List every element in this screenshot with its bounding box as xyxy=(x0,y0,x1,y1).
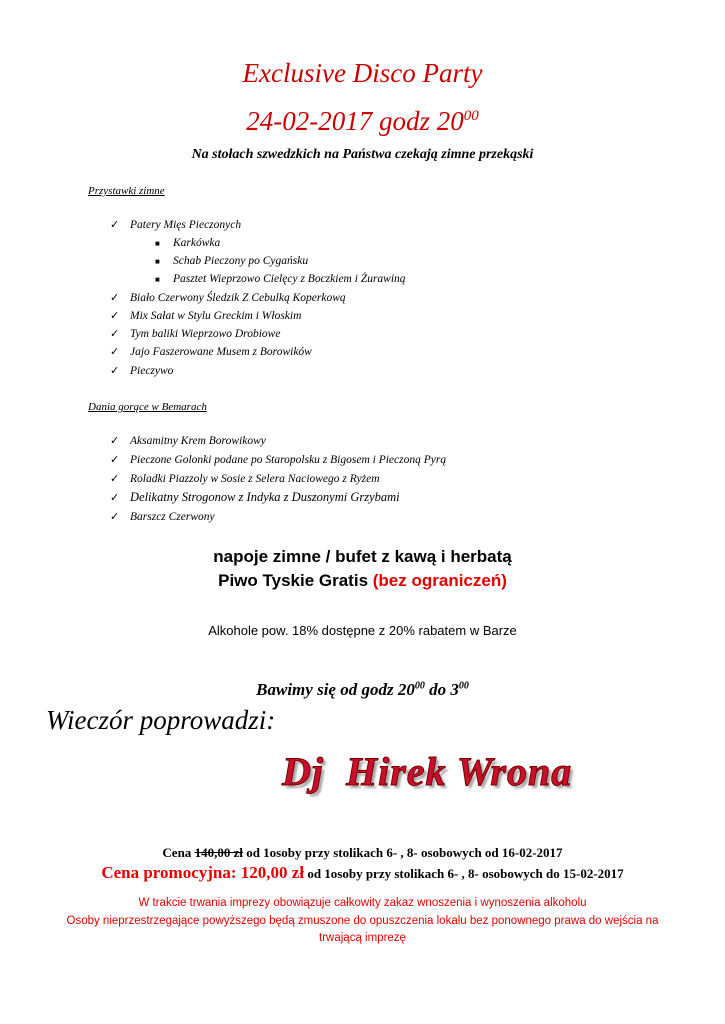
party-hours: Bawimy się od godz $20^{00}$ do $3^{00}$ xyxy=(256,680,469,699)
promo-price: Cena promocyjna: 120,00 zł xyxy=(101,863,305,882)
list-item: ✓ Pieczywo xyxy=(110,364,174,377)
check-icon: ✓ xyxy=(110,292,120,304)
check-icon: ✓ xyxy=(110,492,120,504)
square-bullet-icon: ■ xyxy=(155,256,160,266)
hot-section-heading: Dania gorące w Bemarach xyxy=(88,401,207,413)
host-label: Wieczór poprowadzi: xyxy=(46,705,276,735)
list-item: ✓ Biało Czerwony Śledzik Z Cebulką Koperkową xyxy=(110,291,346,304)
check-icon: ✓ xyxy=(110,346,120,358)
event-title: Exclusive Disco Party xyxy=(242,58,483,88)
check-icon: ✓ xyxy=(110,454,120,466)
list-item: ✓ Patery Mięs Pieczonych xyxy=(110,218,242,231)
alcohol-note: Alkohole pow. 18% dostępne z 20% rabatem w Barze xyxy=(208,623,517,638)
check-icon: ✓ xyxy=(110,365,120,377)
check-icon: ✓ xyxy=(110,310,120,322)
notice-line: Osoby nieprzestrzegające powyższego będą zmuszone do opuszczenia lokalu bez ponownego prawa do wejścia na xyxy=(66,915,659,927)
regular-price-line: Cena 140,00 zł od 1osoby przy stolikach 6- , 8- osobowych od 16-02-2017 xyxy=(162,845,563,860)
promo-price-line: Cena promocyjna: 120,00 zł od 1osoby przy stolikach 6- , 8- osobowych do 15-02-2017 xyxy=(101,863,624,882)
list-item: ✓ Mix Sałat w Stylu Greckim i Włoskim xyxy=(110,309,302,322)
list-item: ■ Karkówka xyxy=(155,237,221,249)
list-item: ✓ Delikatny Strogonow z Indyka z Duszonymi Grzybami xyxy=(110,490,400,504)
cold-section-heading: Przystawki zimne xyxy=(88,185,165,197)
dj-name: Dj Hirek Wrona xyxy=(282,749,573,794)
check-icon: ✓ xyxy=(110,219,120,231)
list-item: ✓ Jajo Faszerowane Musem z Borowików xyxy=(110,345,312,358)
old-price: 140,00 zł xyxy=(194,845,243,860)
check-icon: ✓ xyxy=(110,511,120,523)
list-item: ■ Pasztet Wieprzowo Cielęcy z Boczkiem i Żurawiną xyxy=(155,273,406,285)
event-subtitle: Na stołach szwedzkich na Państwa czekają zimne przekąski xyxy=(191,147,534,162)
event-date: 24-02-2017 godz $20^{00}$ xyxy=(246,106,479,136)
list-item: ✓ Tym baliki Wieprzowo Drobiowe xyxy=(110,327,281,340)
notice-line: W trakcie trwania imprezy obowiązuje całkowity zakaz wnoszenia i wynoszenia alkoholu xyxy=(138,897,587,909)
square-bullet-icon: ■ xyxy=(155,274,160,284)
list-item: ✓ Roladki Piazzoly w Sosie z Selera Naciowego z Ryżem xyxy=(110,472,380,485)
check-icon: ✓ xyxy=(110,328,120,340)
check-icon: ✓ xyxy=(110,473,120,485)
beer-line: Piwo Tyskie Gratis (bez ograniczeń) xyxy=(218,571,507,590)
drinks-line: napoje zimne / bufet z kawą i herbatą xyxy=(213,547,512,566)
list-item: ✓ Aksamitny Krem Borowikowy xyxy=(110,434,266,447)
check-icon: ✓ xyxy=(110,435,120,447)
notice-line: trwającą imprezę xyxy=(319,932,406,944)
list-item: ■ Schab Pieczony po Cygańsku xyxy=(155,255,309,267)
list-item: ✓ Pieczone Golonki podane po Staropolsku z Bigosem i Pieczoną Pyrą xyxy=(110,453,447,466)
square-bullet-icon: ■ xyxy=(155,238,160,248)
list-item: ✓ Barszcz Czerwony xyxy=(110,510,215,523)
